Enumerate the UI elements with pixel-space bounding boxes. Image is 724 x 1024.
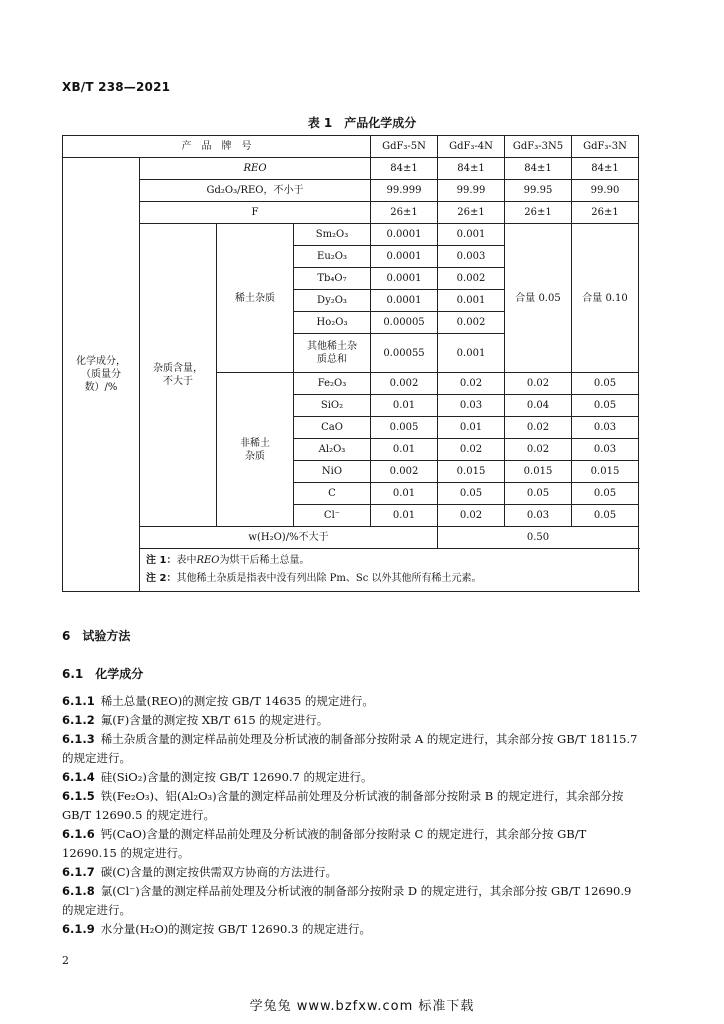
water-value: 0.50 [438,527,639,549]
impurity-value: 0.001 [438,224,505,246]
note-1-text: 为烘干后稀土总量。 [219,555,310,566]
clause-text: 稀土杂质含量的测定样品前处理及分析试液的制备部分按附录 A 的规定进行，其余部分按 GB/T 18115.7 的规定进行。 [62,732,638,765]
impurity-value: 0.001 [438,334,505,373]
clause [62,787,642,825]
impurity-value: 0.01 [438,417,505,439]
impurity-value: 0.03 [505,505,572,527]
clause [62,882,642,920]
reo-label: REO [140,158,371,180]
impurity-value: 0.02 [505,439,572,461]
rare-earth-total-3n5: 合量 0.05 [505,224,572,373]
impurity-value: 0.01 [371,395,438,417]
grade-4n: GdF₃-4N [438,136,505,158]
gd2o3-value: 99.99 [438,180,505,202]
note-2-text: 其他稀土杂质是指表中没有列出除 Pm、Sc 以外其他所有稀土元素。 [176,573,482,584]
impurity-value: 0.0001 [371,224,438,246]
clause [62,730,642,768]
section-6-title: 6 试验方法 [62,629,131,643]
impurity-name: CaO [294,417,371,439]
fluorine-value: 26±1 [438,202,505,224]
clause-number: 6.1.4 [62,770,95,784]
clause-text: 稀土总量(REO)的测定按 GB/T 14635 的规定进行。 [100,694,374,708]
note-2 [146,570,636,588]
impurity-label: 杂质含量，不大于 [140,224,217,527]
impurity-value: 0.0001 [371,246,438,268]
clause-text: 钙(CaO)含量的测定样品前处理及分析试液的制备部分按附录 C 的规定进行，其余部分按 GB/T 12690.15 的规定进行。 [62,827,587,860]
impurity-name: C [294,483,371,505]
clause-text: 铁(Fe₂O₃)、铝(Al₂O₃)含量的测定样品前处理及分析试液的制备部分按附录 B 的规定进行，其余部分按 GB/T 12690.5 的规定进行。 [62,789,624,822]
impurity-value: 0.015 [438,461,505,483]
impurity-value: 0.05 [572,395,639,417]
impurity-value: 0.0001 [371,290,438,312]
clause [62,692,642,711]
impurity-name: NiO [294,461,371,483]
impurity-value: 0.002 [438,268,505,290]
fluorine-value: 26±1 [572,202,639,224]
clause-number: 6.1.3 [62,732,95,746]
clause [62,863,642,882]
clause-text: 碳(C)含量的测定按供需双方协商的方法进行。 [100,865,338,879]
impurity-value: 0.0001 [371,268,438,290]
impurity-name: Sm₂O₃ [294,224,371,246]
impurity-value: 0.04 [505,395,572,417]
gd2o3-value: 99.95 [505,180,572,202]
rare-earth-impurity-label: 稀土杂质 [217,224,294,373]
clause-number: 6.1.8 [62,884,95,898]
gd2o3-value: 99.999 [371,180,438,202]
impurity-value: 0.00055 [371,334,438,373]
impurity-value: 0.015 [572,461,639,483]
grade-header-label: 产 品 牌 号 [63,136,371,158]
impurity-value: 0.002 [371,373,438,395]
impurity-name: Ho₂O₃ [294,312,371,334]
clause-number: 6.1.2 [62,713,95,727]
impurity-value: 0.005 [371,417,438,439]
impurity-name: SiO₂ [294,395,371,417]
clause [62,825,642,863]
impurity-value: 0.00005 [371,312,438,334]
clause-text: 硅(SiO₂)含量的测定按 GB/T 12690.7 的规定进行。 [100,770,373,784]
impurity-name: Eu₂O₃ [294,246,371,268]
reo-value: 84±1 [371,158,438,180]
impurity-name: Cl⁻ [294,505,371,527]
clause-number: 6.1.5 [62,789,95,803]
impurity-value: 0.02 [505,373,572,395]
note-1-text: 表中 [176,555,197,566]
fluorine-value: 26±1 [371,202,438,224]
impurity-value: 0.002 [438,312,505,334]
composition-table [62,135,639,592]
impurity-name: Al₂O₃ [294,439,371,461]
page-number: 2 [62,954,69,967]
section-6-1-title: 6.1 化学成分 [62,667,144,681]
table-title: 表 1 产品化学成分 [307,116,417,130]
impurity-value: 0.02 [505,417,572,439]
gd2o3-ratio-label: Gd₂O₃/REO，不小于 [140,180,371,202]
grade-3n: GdF₃-3N [572,136,639,158]
impurity-value: 0.001 [438,290,505,312]
impurity-value: 0.01 [371,483,438,505]
impurity-value: 0.03 [438,395,505,417]
impurity-value: 0.002 [371,461,438,483]
clause-number: 6.1.6 [62,827,95,841]
note-1-label: 注 1： [146,555,177,566]
fluorine-label: F [140,202,371,224]
footer-watermark: 学兔兔 www.bzfxw.com 标准下载 [249,999,475,1014]
impurity-value: 0.003 [438,246,505,268]
impurity-value: 0.05 [572,505,639,527]
note-2-label: 注 2： [146,573,177,584]
clause [62,711,642,730]
grade-3n5: GdF₃-3N5 [505,136,572,158]
table-notes [140,549,639,592]
chem-composition-label: 化学成分，（质量分数）/% [63,158,140,592]
reo-value: 84±1 [438,158,505,180]
impurity-value: 0.01 [371,439,438,461]
note-1 [146,552,636,570]
clause-list [62,692,642,939]
rare-earth-total-3n: 合量 0.10 [572,224,639,373]
impurity-value: 0.05 [505,483,572,505]
clause-text: 氟(F)含量的测定按 XB/T 615 的规定进行。 [100,713,329,727]
clause [62,920,642,939]
reo-value: 84±1 [505,158,572,180]
impurity-value: 0.03 [572,417,639,439]
note-1-reo: REO [196,555,220,566]
clause-text: 水分量(H₂O)的测定按 GB/T 12690.3 的规定进行。 [100,922,371,936]
standard-code: XB/T 238—2021 [62,80,171,94]
impurity-name: 其他稀土杂质总和 [294,334,371,373]
clause-number: 6.1.1 [62,694,95,708]
clause [62,768,642,787]
clause-text: 氯(Cl⁻)含量的测定样品前处理及分析试液的制备部分按附录 D 的规定进行，其余部分按 GB/T 12690.9 的规定进行。 [62,884,632,917]
impurity-value: 0.03 [572,439,639,461]
gd2o3-value: 99.90 [572,180,639,202]
impurity-value: 0.05 [572,373,639,395]
grade-5n: GdF₃-5N [371,136,438,158]
non-rare-earth-impurity-label: 非稀土杂质 [217,373,294,527]
clause-number: 6.1.9 [62,922,95,936]
fluorine-value: 26±1 [505,202,572,224]
water-label: w(H₂O)/%不大于 [140,527,438,549]
impurity-value: 0.015 [505,461,572,483]
impurity-name: Tb₄O₇ [294,268,371,290]
impurity-value: 0.02 [438,373,505,395]
impurity-name: Fe₂O₃ [294,373,371,395]
impurity-value: 0.02 [438,505,505,527]
impurity-value: 0.01 [371,505,438,527]
clause-number: 6.1.7 [62,865,95,879]
impurity-name: Dy₂O₃ [294,290,371,312]
impurity-value: 0.05 [438,483,505,505]
impurity-value: 0.02 [438,439,505,461]
reo-value: 84±1 [572,158,639,180]
impurity-value: 0.05 [572,483,639,505]
